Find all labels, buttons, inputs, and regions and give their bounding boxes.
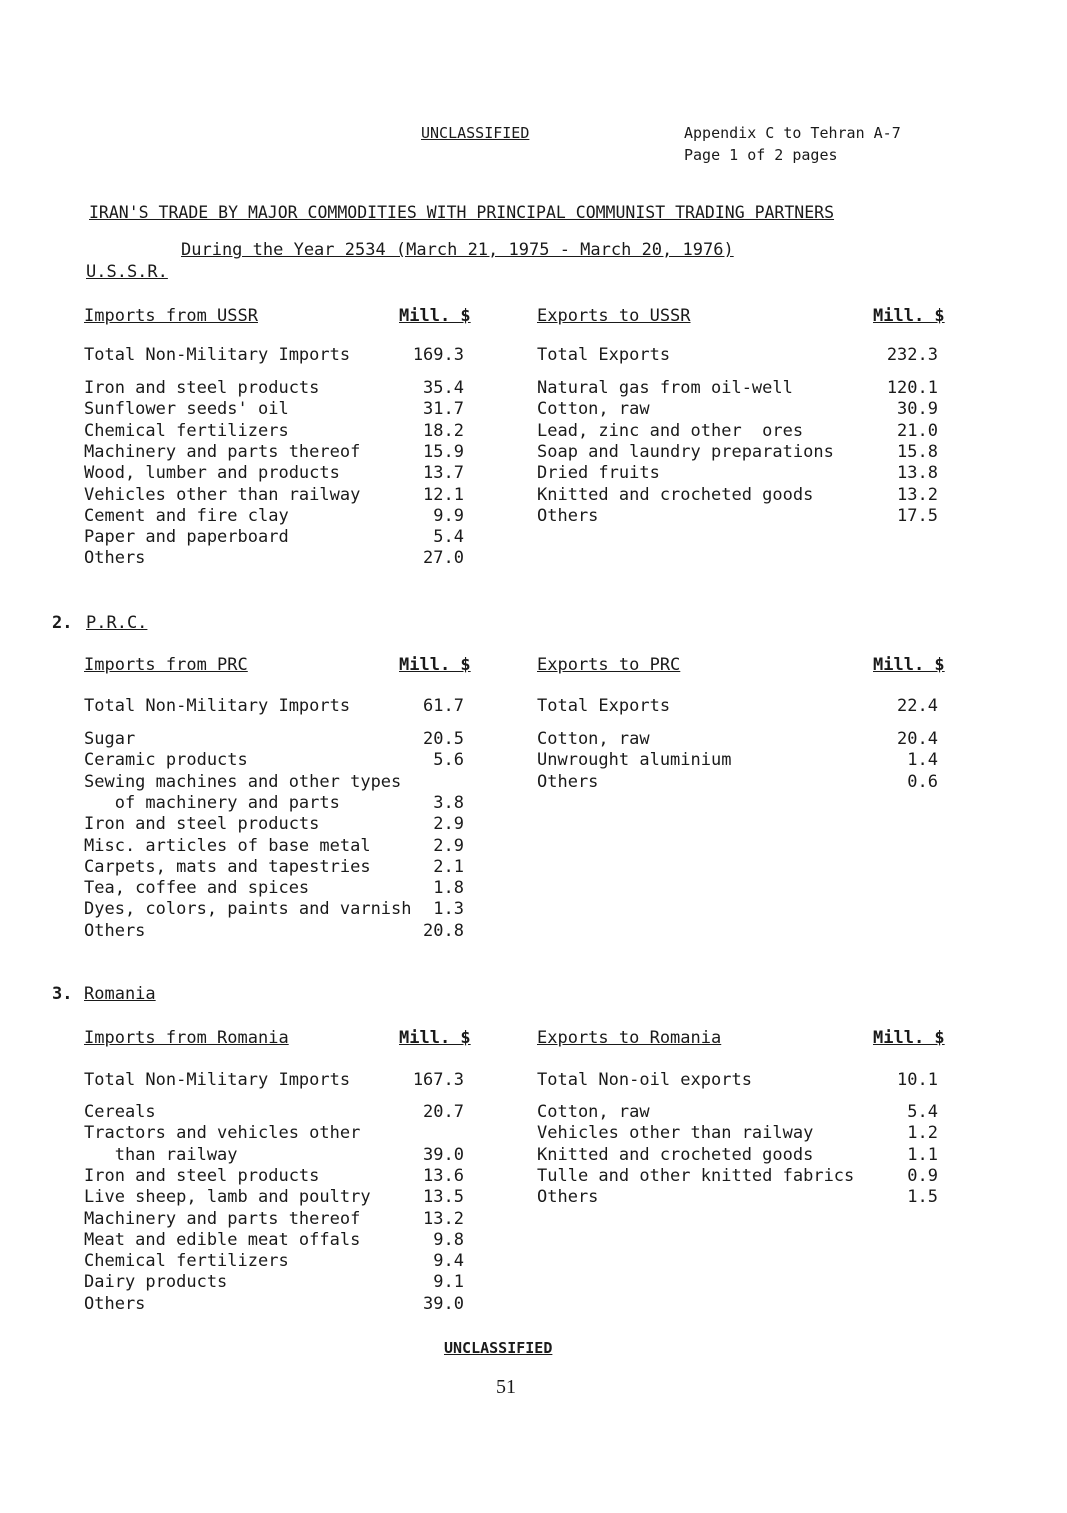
imports-total-label: Total Non-Military Imports xyxy=(84,345,351,365)
import-item-label: Iron and steel products xyxy=(84,1166,320,1186)
import-item-label: Tractors and vehicles other xyxy=(84,1123,361,1143)
import-item-label: Machinery and parts thereof xyxy=(84,1209,361,1229)
export-item-label: Cotton, raw xyxy=(537,399,650,419)
export-item-value: 5.4 xyxy=(907,1102,938,1122)
import-item-value: 12.1 xyxy=(423,485,464,505)
import-item-label: Cereals xyxy=(84,1102,156,1122)
export-item-label: Tulle and other knitted fabrics xyxy=(537,1166,855,1186)
import-item-value: 35.4 xyxy=(423,378,464,398)
import-item-label: Others xyxy=(84,921,146,941)
import-item-value: 2.1 xyxy=(433,857,464,877)
import-item-label: Machinery and parts thereof xyxy=(84,442,361,462)
import-item-label: Live sheep, lamb and poultry xyxy=(84,1187,371,1207)
imports-unit-header: Mill. $ xyxy=(399,306,471,326)
imports-total-value: 61.7 xyxy=(423,696,464,716)
import-item-label: Chemical fertilizers xyxy=(84,421,289,441)
exports-header: Exports to Romania xyxy=(537,1028,722,1048)
import-item-label: Iron and steel products xyxy=(84,378,320,398)
import-item-value: 20.5 xyxy=(423,729,464,749)
export-item-label: Unwrought aluminium xyxy=(537,750,732,770)
imports-unit-header: Mill. $ xyxy=(399,655,471,675)
export-item-label: Dried fruits xyxy=(537,463,660,483)
import-item-label: Misc. articles of base metal xyxy=(84,836,371,856)
export-item-label: Cotton, raw xyxy=(537,729,650,749)
imports-unit-header: Mill. $ xyxy=(399,1028,471,1048)
import-item-value: 39.0 xyxy=(423,1294,464,1314)
section-heading: P.R.C. xyxy=(86,613,148,633)
section-heading: U.S.S.R. xyxy=(86,262,168,282)
exports-total-value: 22.4 xyxy=(897,696,938,716)
appendix-reference: Appendix C to Tehran A-7 xyxy=(684,124,901,142)
export-item-value: 13.8 xyxy=(897,463,938,483)
imports-header: Imports from Romania xyxy=(84,1028,289,1048)
export-item-value: 1.1 xyxy=(907,1145,938,1165)
import-item-value: 13.5 xyxy=(423,1187,464,1207)
import-item-label: Iron and steel products xyxy=(84,814,320,834)
export-item-label: Knitted and crocheted goods xyxy=(537,1145,814,1165)
export-item-label: Others xyxy=(537,772,599,792)
import-item-value: 13.7 xyxy=(423,463,464,483)
import-item-value: 20.7 xyxy=(423,1102,464,1122)
export-item-label: Vehicles other than railway xyxy=(537,1123,814,1143)
import-item-label: Sunflower seeds' oil xyxy=(84,399,289,419)
export-item-label: Lead, zinc and other ores xyxy=(537,421,804,441)
export-item-value: 1.2 xyxy=(907,1123,938,1143)
import-item-label: Paper and paperboard xyxy=(84,527,289,547)
import-item-label: Vehicles other than railway xyxy=(84,485,361,505)
import-item-value: 15.9 xyxy=(423,442,464,462)
import-item-value: 13.2 xyxy=(423,1209,464,1229)
page-number: 51 xyxy=(496,1376,516,1398)
exports-total-value: 232.3 xyxy=(886,345,938,365)
export-item-value: 0.9 xyxy=(907,1166,938,1186)
export-item-label: Knitted and crocheted goods xyxy=(537,485,814,505)
page-info: Page 1 of 2 pages xyxy=(684,146,838,164)
import-item-value: 9.8 xyxy=(433,1230,464,1250)
export-item-label: Soap and laundry preparations xyxy=(537,442,834,462)
document-title: IRAN'S TRADE BY MAJOR COMMODITIES WITH PRINCIPAL COMMUNIST TRADING PARTNERS xyxy=(89,203,835,222)
import-item-value: 5.6 xyxy=(433,750,464,770)
export-item-value: 13.2 xyxy=(897,485,938,505)
imports-header: Imports from USSR xyxy=(84,306,258,326)
import-item-label: of machinery and parts xyxy=(84,793,340,813)
imports-total-label: Total Non-Military Imports xyxy=(84,1070,351,1090)
import-item-value: 3.8 xyxy=(433,793,464,813)
import-item-value: 27.0 xyxy=(423,548,464,568)
section-number: 3. xyxy=(52,984,73,1004)
imports-total-label: Total Non-Military Imports xyxy=(84,696,351,716)
import-item-value: 20.8 xyxy=(423,921,464,941)
footer-classification: UNCLASSIFIED xyxy=(444,1339,553,1357)
import-item-label: Sugar xyxy=(84,729,136,749)
import-item-label: Others xyxy=(84,1294,146,1314)
import-item-label: Dyes, colors, paints and varnish xyxy=(84,899,412,919)
import-item-value: 31.7 xyxy=(423,399,464,419)
import-item-label: Dairy products xyxy=(84,1272,228,1292)
import-item-value: 2.9 xyxy=(433,836,464,856)
export-item-label: Others xyxy=(537,506,599,526)
import-item-label: Cement and fire clay xyxy=(84,506,289,526)
import-item-value: 9.9 xyxy=(433,506,464,526)
import-item-label: Wood, lumber and products xyxy=(84,463,340,483)
header-classification: UNCLASSIFIED xyxy=(421,124,530,142)
import-item-label: than railway xyxy=(84,1145,238,1165)
export-item-label: Cotton, raw xyxy=(537,1102,650,1122)
exports-total-label: Total Non-oil exports xyxy=(537,1070,752,1090)
export-item-value: 21.0 xyxy=(897,421,938,441)
import-item-value: 18.2 xyxy=(423,421,464,441)
document-subtitle: During the Year 2534 (March 21, 1975 - March 20, 1976) xyxy=(181,240,734,260)
imports-total-value: 167.3 xyxy=(412,1070,464,1090)
import-item-label: Sewing machines and other types xyxy=(84,772,402,792)
export-item-value: 1.5 xyxy=(907,1187,938,1207)
export-item-value: 1.4 xyxy=(907,750,938,770)
import-item-value: 9.1 xyxy=(433,1272,464,1292)
exports-unit-header: Mill. $ xyxy=(873,306,945,326)
exports-unit-header: Mill. $ xyxy=(873,655,945,675)
export-item-value: 120.1 xyxy=(886,378,938,398)
import-item-label: Tea, coffee and spices xyxy=(84,878,310,898)
import-item-value: 1.8 xyxy=(433,878,464,898)
export-item-label: Others xyxy=(537,1187,599,1207)
import-item-value: 2.9 xyxy=(433,814,464,834)
import-item-label: Others xyxy=(84,548,146,568)
imports-header: Imports from PRC xyxy=(84,655,248,675)
exports-total-value: 10.1 xyxy=(897,1070,938,1090)
imports-total-value: 169.3 xyxy=(412,345,464,365)
import-item-label: Chemical fertilizers xyxy=(84,1251,289,1271)
import-item-value: 1.3 xyxy=(433,899,464,919)
exports-total-label: Total Exports xyxy=(537,696,671,716)
section-number: 2. xyxy=(52,613,73,633)
export-item-value: 17.5 xyxy=(897,506,938,526)
export-item-value: 0.6 xyxy=(907,772,938,792)
export-item-label: Natural gas from oil-well xyxy=(537,378,793,398)
export-item-value: 20.4 xyxy=(897,729,938,749)
export-item-value: 15.8 xyxy=(897,442,938,462)
import-item-label: Meat and edible meat offals xyxy=(84,1230,361,1250)
exports-header: Exports to PRC xyxy=(537,655,681,675)
import-item-value: 39.0 xyxy=(423,1145,464,1165)
import-item-value: 9.4 xyxy=(433,1251,464,1271)
exports-header: Exports to USSR xyxy=(537,306,691,326)
section-heading: Romania xyxy=(84,984,156,1004)
import-item-value: 13.6 xyxy=(423,1166,464,1186)
exports-total-label: Total Exports xyxy=(537,345,671,365)
export-item-value: 30.9 xyxy=(897,399,938,419)
exports-unit-header: Mill. $ xyxy=(873,1028,945,1048)
import-item-label: Ceramic products xyxy=(84,750,248,770)
import-item-label: Carpets, mats and tapestries xyxy=(84,857,371,877)
import-item-value: 5.4 xyxy=(433,527,464,547)
